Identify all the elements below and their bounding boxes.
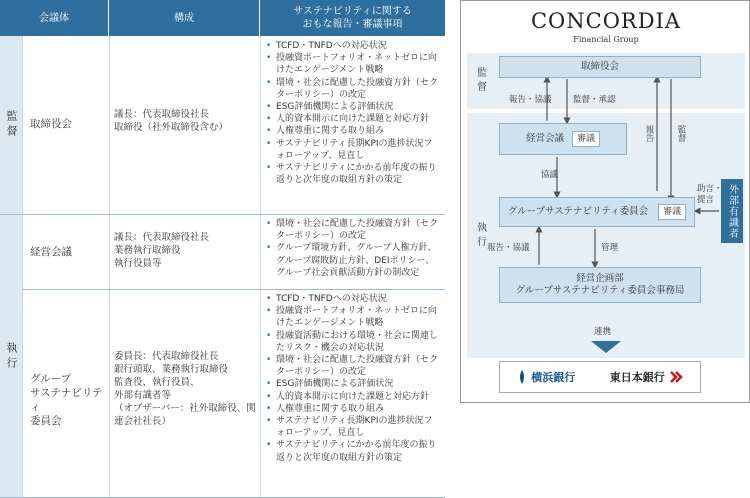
yokohama-logo-icon — [517, 370, 527, 384]
agenda-item: • サステナビリティにかかる前年度の振り返りと次年度の取組方針の策定 — [266, 439, 441, 463]
row-body-board: 取締役会 — [30, 118, 72, 130]
box-external: 外部有識者 — [721, 179, 743, 243]
agenda-item: • 人権尊重に関する取り組み — [266, 403, 441, 415]
header-composition: 構成 — [109, 0, 259, 36]
bank-higashinippon: 東日本銀行 — [610, 369, 683, 385]
agenda-item: • TCFD・TNFDへの対応状況 — [266, 40, 441, 52]
row-divider — [22, 289, 445, 290]
box-committee: グループサステナビリティ委員会 審議 — [499, 197, 695, 227]
agenda-item: • 投融資ポートフォリオ・ネットゼロに向けたエンゲージメント戦略 — [266, 305, 441, 329]
agenda-item: • サステナビリティ長期KPIの進捗状況フォローアップ、見直し — [266, 415, 441, 439]
agenda-item: • 投融資ポートフォリオ・ネットゼロに向けたエンゲージメント戦略 — [266, 52, 441, 76]
divider — [260, 36, 261, 498]
agenda-item: • グループ環境方針、グループ人権方針、グループ腐敗防止方針、DEIポリシー、グループ社会貢献活動方針の制改定 — [266, 242, 441, 279]
side-label-shikko: 執行 — [0, 215, 22, 498]
label-report: 報告 — [644, 125, 654, 142]
agenda-item: • サステナビリティ長期KPIの進捗状況フォローアップ、見直し — [266, 138, 441, 162]
label-report-consult-2: 報告・協議 — [487, 243, 530, 253]
side-kanshoku: 監督 — [474, 67, 486, 95]
agenda-item: • 投融資活動における環境・社会に関連したリスク・機会の対応状況 — [266, 330, 441, 354]
side-label-kanshoku: 監督 — [0, 36, 22, 214]
brand-logo: CONCORDIA — [530, 9, 682, 33]
tag-committee: 審議 — [658, 204, 686, 220]
banks-box — [499, 361, 701, 393]
row-items-board — [266, 40, 441, 186]
box-board: 取締役会 — [499, 56, 701, 78]
header-items: サステナビリティに関する おもな報告・審議事項 — [260, 0, 445, 36]
label-supervise: 監督 — [676, 125, 686, 142]
higashinippon-logo-icon — [669, 370, 683, 384]
row-body-committee: グループ サステナビリティ 委員会 — [30, 373, 103, 427]
agenda-item: • 環境・社会に配慮した投融資方針（セクターポリシー）の改定 — [266, 77, 441, 101]
agenda-item: • サステナビリティにかかる前年度の振り返りと次年度の取組方針の策定 — [266, 162, 441, 186]
box-planning: 経営企画部 グループサステナビリティ委員会事務局 — [499, 267, 701, 303]
label-supervise-approve: 監督・承認 — [573, 95, 616, 105]
row-composition-board: 議長：代表取締役社長 取締役（社外取締役含む） — [114, 109, 229, 133]
row-items-committee — [266, 293, 441, 464]
label-manage: 管理 — [601, 243, 619, 253]
label-advice: 助言・ 提言 — [697, 184, 723, 205]
divider — [109, 36, 110, 498]
brand-sub: Financial Group — [573, 35, 639, 44]
row-composition-committee: 委員長：代表取締役社長 銀行頭取、業務執行取締役 監査役、執行役員、 外部有識者等 （オブザーバー：社外取締役、関連会社社長） — [114, 351, 256, 427]
agenda-item: • TCFD・TNFDへの対応状況 — [266, 293, 441, 305]
agenda-item: • ESG評価機関による評価状況 — [266, 101, 441, 113]
label-consult: 協議 — [541, 170, 559, 180]
row-divider — [0, 214, 445, 215]
side-shikko: 執行 — [474, 221, 486, 250]
agenda-item: • 環境・社会に配慮した投融資方針（セクターポリシー）の改定 — [266, 218, 441, 242]
governance-diagram — [460, 0, 750, 403]
agenda-item: • 環境・社会に配慮した投融資方針（セクターポリシー）の改定 — [266, 354, 441, 378]
label-coop: 連携 — [594, 327, 612, 337]
tag-mgmt: 審議 — [572, 131, 600, 147]
row-body-mgmt: 経営会議 — [30, 246, 72, 258]
agenda-item: • 人的資本開示に向けた課題と対応方針 — [266, 391, 441, 403]
agenda-item: • ESG評価機関による評価状況 — [266, 378, 441, 390]
agenda-item: • 人権尊重に関する取り組み — [266, 125, 441, 137]
agenda-item: • 人的資本開示に向けた課題と対応方針 — [266, 113, 441, 125]
divider — [22, 36, 23, 498]
label-report-consult: 報告・協議 — [509, 95, 552, 105]
bank-yokohama: 横浜銀行 — [517, 369, 575, 385]
row-composition-mgmt: 議長：代表取締役社長 業務執行取締役 執行役員等 — [114, 232, 210, 269]
box-mgmt: 経営会議 審議 — [499, 123, 627, 155]
row-items-mgmt — [266, 218, 441, 279]
header-body: 会議体 — [0, 0, 108, 36]
